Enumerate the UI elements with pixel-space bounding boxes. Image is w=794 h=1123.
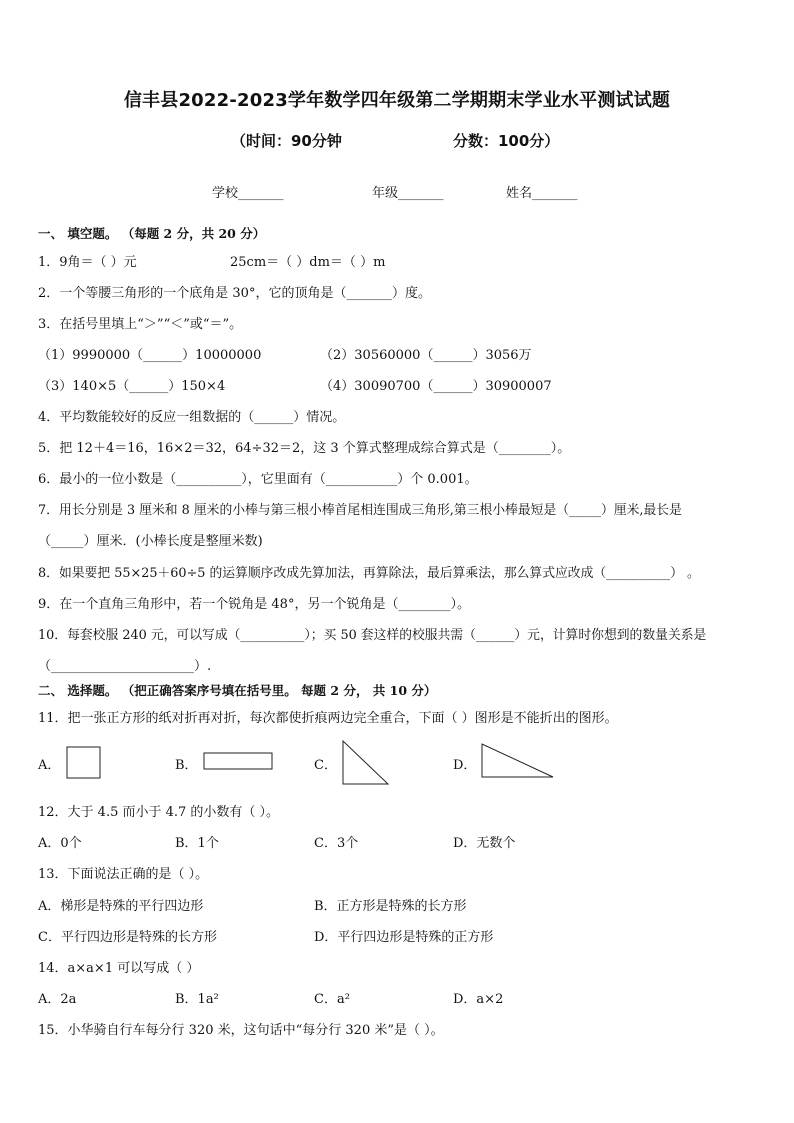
exam-score: 分数：100分） — [453, 132, 560, 150]
page-title: 信丰县2022-2023学年数学四年级第二学期期末学业水平测试试题 — [123, 90, 671, 111]
question-7-line-1: 7．用长分别是 3 厘米和 8 厘米的小棒与第三根小棒首尾相连围成三角形,第三根小棒最短是（_____）厘米,最长是 — [38, 503, 682, 518]
question-13-option-c: C．平行四边形是特殊的长方形 — [38, 930, 217, 945]
name-field[interactable]: 姓名_______ — [506, 186, 578, 201]
section-2-heading: 二、 选择题。 （把正确答案序号填在括号里。 每题 2 分， 共 10 分） — [38, 683, 437, 698]
question-11-option-c-label: C． — [314, 758, 337, 773]
question-12-option-c: C．3个 — [314, 836, 359, 851]
question-12-option-a: A．0个 — [38, 836, 82, 851]
question-12-option-b: B．1个 — [175, 836, 219, 851]
question-13-option-b: B．正方形是特殊的长方形 — [314, 899, 467, 914]
question-14-stem: 14．a×a×1 可以写成（ ） — [38, 961, 200, 976]
question-10-line-2: （______________________）. — [38, 659, 212, 674]
question-6: 6．最小的一位小数是（__________），它里面有（___________）个 0.001。 — [38, 472, 478, 487]
question-15: 15．小华骑自行车每分行 320 米，这句话中“每分行 320 米”是（ ）。 — [38, 1023, 444, 1038]
school-field[interactable]: 学校_______ — [212, 186, 284, 201]
question-1-part-a: 1．9角＝（ ）元 — [38, 255, 137, 270]
question-3-part-1: （1）9990000（______）10000000 — [38, 348, 262, 363]
question-14-option-c: C．a² — [314, 992, 350, 1007]
grade-field[interactable]: 年级_______ — [372, 186, 444, 201]
question-5: 5．把 12＋4＝16，16×2＝32，64÷32＝2，这 3 个算式整理成综合算式是（________）。 — [38, 441, 571, 456]
square-figure — [66, 746, 102, 780]
rectangle-figure — [203, 752, 275, 772]
question-12-stem: 12．大于 4.5 而小于 4.7 的小数有（ ）。 — [38, 805, 280, 820]
question-13-stem: 13．下面说法正确的是（ ）。 — [38, 867, 209, 882]
question-4: 4．平均数能较好的反应一组数据的（______）情况。 — [38, 410, 346, 425]
question-2: 2．一个等腰三角形的一个底角是 30°，它的顶角是（_______）度。 — [38, 286, 431, 301]
question-1-part-b: 25cm＝（ ）dm＝（ ）m — [230, 255, 386, 270]
question-11-option-d-label: D． — [453, 758, 477, 773]
question-11-option-b-label: B． — [175, 758, 198, 773]
question-14-option-a: A．2a — [38, 992, 77, 1007]
question-13-option-a: A．梯形是特殊的平行四边形 — [38, 899, 204, 914]
exam-time: （时间：90分钟 — [231, 132, 342, 150]
question-3-part-3: （3）140×5（______）150×4 — [38, 379, 226, 394]
right-triangle-figure — [480, 742, 556, 780]
question-3-part-4: （4）30090700（______）30900007 — [320, 379, 552, 394]
question-11-stem: 11．把一张正方形的纸对折再对折，每次都使折痕两边完全重合，下面（ ）图形是不能折出的图形。 — [38, 711, 618, 726]
question-14-option-d: D．a×2 — [453, 992, 504, 1007]
question-12-option-d: D．无数个 — [453, 836, 516, 851]
question-3-part-2: （2）30560000（______）3056万 — [320, 348, 532, 363]
question-7-line-2: （_____）厘米．(小棒长度是整厘米数) — [38, 534, 263, 549]
question-9: 9．在一个直角三角形中，若一个锐角是 48°，另一个锐角是（________）。 — [38, 597, 470, 612]
question-3-stem: 3．在括号里填上“＞”“＜”或“＝”。 — [38, 317, 243, 332]
section-1-heading: 一、 填空题。 （每题 2 分，共 20 分） — [38, 226, 266, 241]
question-10-line-1: 10．每套校服 240 元，可以写成（__________）；买 50 套这样的校服共需（______）元，计算时你想到的数量关系是 — [38, 628, 707, 643]
question-11-option-a-label: A． — [38, 758, 61, 773]
question-13-option-d: D．平行四边形是特殊的正方形 — [314, 930, 494, 945]
question-8: 8．如果要把 55×25＋60÷5 的运算顺序改成先算加法，再算除法，最后算乘法，那么算式应改成（__________） 。 — [38, 566, 700, 581]
isosceles-right-triangle-figure — [341, 739, 391, 787]
question-14-option-b: B．1a² — [175, 992, 219, 1007]
